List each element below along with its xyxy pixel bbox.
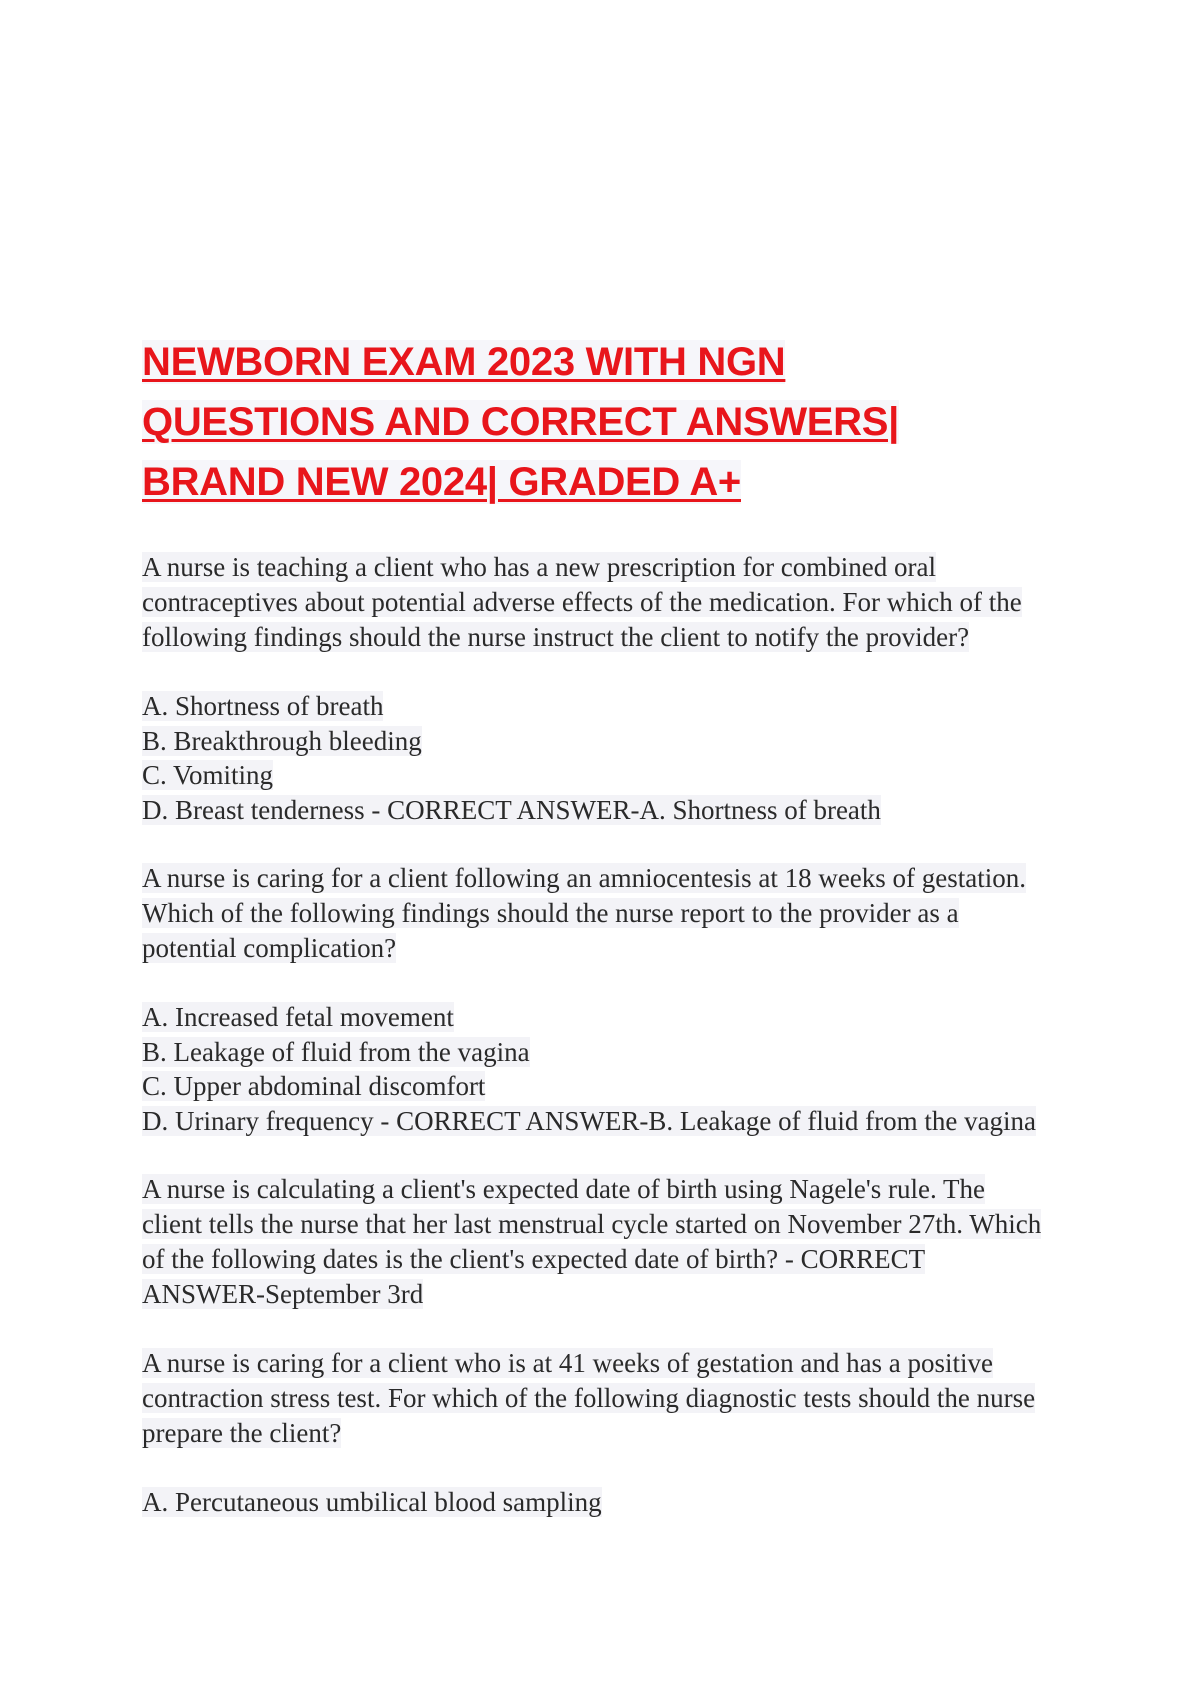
- answer-option: C. Upper abdominal discomfort: [142, 1071, 486, 1101]
- answer-option: A. Increased fetal movement: [142, 1002, 454, 1032]
- answer-option: A. Percutaneous umbilical blood sampling: [142, 1487, 602, 1517]
- answer-option-with-correct-answer: D. Breast tenderness - CORRECT ANSWER-A. Shortness of breath: [142, 794, 881, 825]
- answer-options: [142, 1485, 1082, 1520]
- answer-option: A. Shortness of breath: [142, 691, 384, 721]
- question-1: [142, 550, 1082, 827]
- answer-options: [142, 689, 1082, 827]
- question-stem: A nurse is caring for a client following an amniocentesis at 18 weeks of gestation. Which of the following findings should the nurse report to the provider as a potential complication?: [142, 863, 1027, 963]
- question-3: [142, 1172, 1082, 1312]
- document-title: [142, 332, 1082, 512]
- question-stem: A nurse is caring for a client who is at 41 weeks of gestation and has a positive contraction stress test. For which of the following diagnostic tests should the nurse prepare the client?: [142, 1348, 1036, 1448]
- answer-option: B. Breakthrough bleeding: [142, 725, 422, 756]
- answer-option: C. Vomiting: [142, 760, 274, 790]
- title-line: QUESTIONS AND CORRECT ANSWERS|: [142, 400, 900, 444]
- question-2: [142, 861, 1082, 1138]
- document-content: [142, 332, 1082, 1554]
- question-list: [142, 550, 1082, 1520]
- question-stem-with-answer: A nurse is calculating a client's expected date of birth using Nagele's rule. The client tells the nurse that her last menstrual cycle started on November 27th. Which of the following dates is the client's expected date of birth? - CORRECT ANSWER-September 3rd: [142, 1174, 1042, 1309]
- answer-option-with-correct-answer: D. Urinary frequency - CORRECT ANSWER-B. Leakage of fluid from the vagina: [142, 1105, 1037, 1136]
- answer-options: [142, 1000, 1082, 1138]
- answer-option: B. Leakage of fluid from the vagina: [142, 1036, 530, 1067]
- title-line: NEWBORN EXAM 2023 WITH NGN: [142, 340, 786, 384]
- title-line: BRAND NEW 2024| GRADED A+: [142, 460, 741, 504]
- question-stem: A nurse is teaching a client who has a new prescription for combined oral contraceptives about potential adverse effects of the medication. For which of the following findings should the nurse instruct the client to notify the provider?: [142, 552, 1022, 652]
- question-4: [142, 1346, 1082, 1520]
